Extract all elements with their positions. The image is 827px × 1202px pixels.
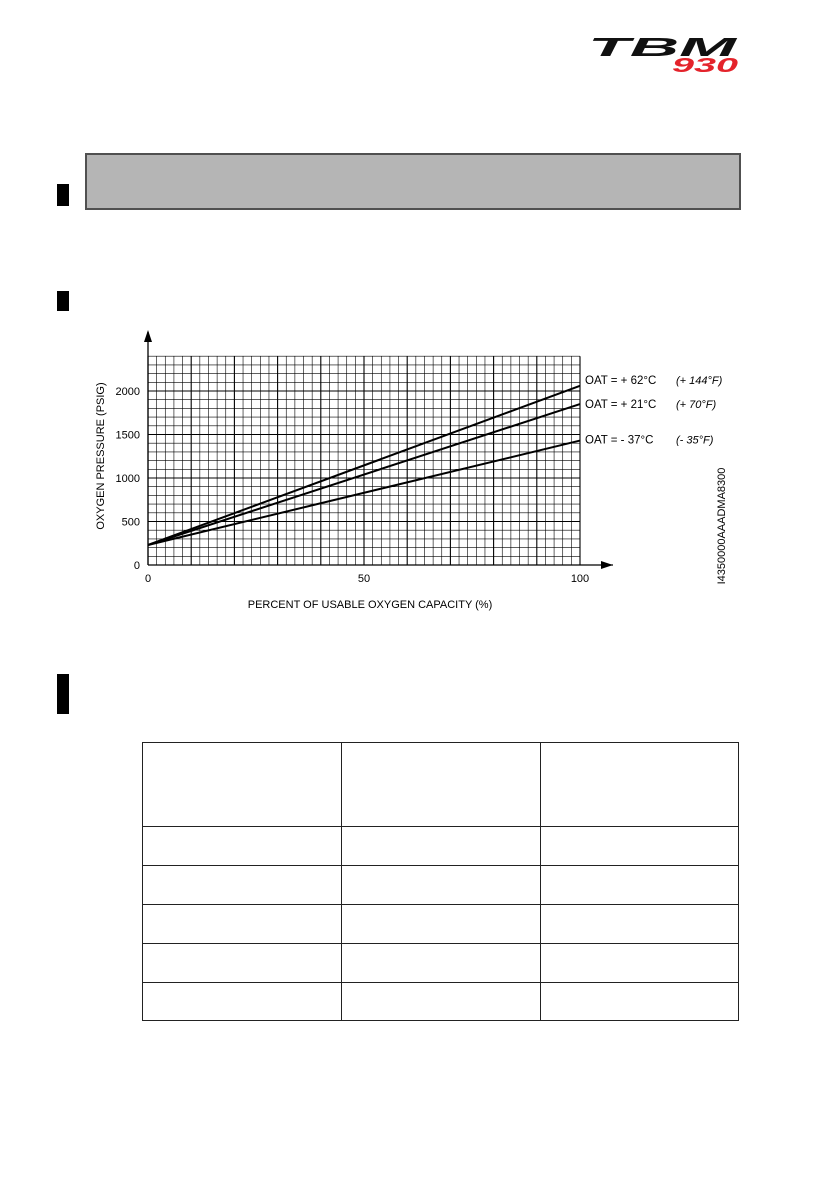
change-bar-marker <box>57 674 69 714</box>
y-tick-label: 2000 <box>115 386 140 398</box>
chart-labels <box>585 375 723 447</box>
series-label-alt-unit: (+ 144°F) <box>676 374 723 387</box>
chart-grid <box>148 356 580 565</box>
table-cell <box>143 866 342 905</box>
x-tick-label: 50 <box>357 573 371 585</box>
x-axis-label: PERCENT OF USABLE OXYGEN CAPACITY (%) <box>247 599 493 611</box>
y-tick-label: 1500 <box>115 429 140 442</box>
table-cell <box>143 983 342 1021</box>
x-tick-label: 0 <box>144 573 152 585</box>
table-cell <box>541 983 739 1021</box>
table-cell <box>342 743 541 827</box>
chart-ticks <box>116 386 590 585</box>
table-cell <box>541 866 739 905</box>
tbm-930-logo <box>586 34 746 74</box>
data-table <box>142 742 739 1021</box>
series-label-alt-unit: (+ 70°F) <box>676 399 717 412</box>
y-tick-label: 1000 <box>115 473 140 485</box>
logo-text: TBM <box>588 34 740 62</box>
y-axis-arrow <box>144 330 152 342</box>
table-row <box>143 944 739 983</box>
series-label: OAT = + 21°C <box>585 399 657 412</box>
table-cell <box>143 905 342 944</box>
logo-subtext: 930 <box>672 55 738 74</box>
figure-reference-code: I4350000AAADMA8300 <box>716 467 728 585</box>
table-cell <box>342 827 541 866</box>
section-title-box <box>85 153 741 210</box>
oxygen-pressure-chart <box>85 326 745 616</box>
table-cell <box>541 827 739 866</box>
table-cell <box>342 944 541 983</box>
series-label: OAT = + 62°C <box>585 374 657 387</box>
table-row <box>143 905 739 944</box>
table-cell <box>342 983 541 1021</box>
y-axis-label: OXYGEN PRESSURE (PSIG) <box>95 382 107 530</box>
y-tick-label: 500 <box>121 516 140 529</box>
series-label: OAT = - 37°C <box>585 434 654 447</box>
table-row <box>143 983 739 1021</box>
table-cell <box>143 944 342 983</box>
table-cell <box>143 827 342 866</box>
table-header-row <box>143 743 739 827</box>
change-bar-marker <box>57 291 69 311</box>
table-row <box>143 866 739 905</box>
table-row <box>143 827 739 866</box>
table-cell <box>143 743 342 827</box>
table-cell <box>541 905 739 944</box>
table-cell <box>541 743 739 827</box>
table-cell <box>342 905 541 944</box>
x-axis-arrow <box>601 561 613 569</box>
series-label-alt-unit: (- 35°F) <box>676 434 714 447</box>
table-cell <box>541 944 739 983</box>
x-tick-label: 100 <box>570 573 590 585</box>
change-bar-marker <box>57 184 69 206</box>
table-cell <box>342 866 541 905</box>
y-tick-label: 0 <box>133 560 140 572</box>
